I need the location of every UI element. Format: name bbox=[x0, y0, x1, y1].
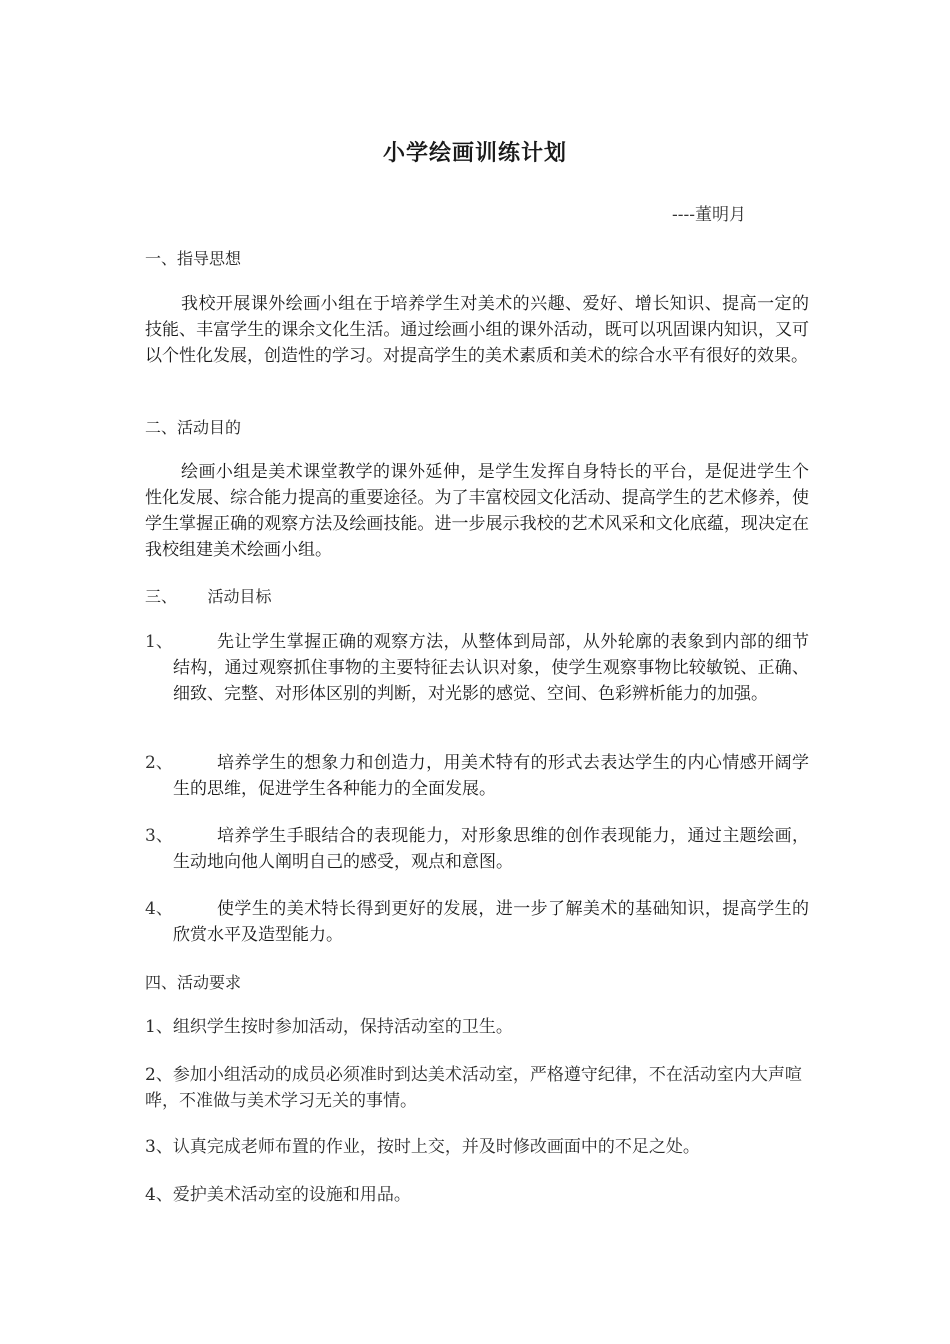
requirement-item: 3、认真完成老师布置的作业，按时上交，并及时修改画面中的不足之处。 bbox=[145, 1137, 700, 1157]
goal-item-number: 1、 bbox=[145, 632, 173, 652]
section-heading-activity-goals: 三、 活动目标 bbox=[145, 587, 272, 606]
section-heading-activity-purpose: 二、活动目的 bbox=[145, 418, 242, 437]
document-title: 小学绘画训练计划 bbox=[382, 141, 567, 166]
section-paragraph-activity-purpose: 绘画小组是美术课堂教学的课外延伸，是学生发挥自身特长的平台，是促进学生个性化发展、综合能力提高的重要途径。为了丰富校园文化活动、提高学生的艺术修养，使学生掌握正确的观察方法及绘画技能。进一步展示我校的艺术风采和文化底蕴，现决定在我校组建美术绘画小组。 bbox=[145, 462, 809, 560]
requirement-item: 4、爱护美术活动室的设施和用品。 bbox=[145, 1185, 411, 1205]
goal-item-number: 3、 bbox=[145, 826, 173, 846]
goal-item bbox=[145, 823, 809, 875]
goal-item bbox=[145, 896, 809, 948]
goal-item-text: 使学生的美术特长得到更好的发展，进一步了解美术的基础知识，提高学生的欣赏水平及造型能力。 bbox=[173, 899, 809, 945]
author-line: ----董明月 bbox=[672, 205, 746, 225]
goal-item bbox=[145, 629, 809, 707]
section-heading-guiding-thought: 一、指导思想 bbox=[145, 249, 242, 268]
section-paragraph-guiding-thought: 我校开展课外绘画小组在于培养学生对美术的兴趣、爱好、增长知识、提高一定的技能、丰富学生的课余文化生活。通过绘画小组的课外活动，既可以巩固课内知识，又可以个性化发展，创造性的学习。对提高学生的美术素质和美术的综合水平有很好的效果。 bbox=[145, 294, 809, 366]
requirement-item: 2、参加小组活动的成员必须准时到达美术活动室，严格遵守纪律，不在活动室内大声喧哗，不准做与美术学习无关的事情。 bbox=[145, 1065, 802, 1111]
goal-item bbox=[145, 750, 809, 802]
goal-item-number: 4、 bbox=[145, 899, 173, 919]
requirement-item: 1、组织学生按时参加活动，保持活动室的卫生。 bbox=[145, 1017, 513, 1037]
section-heading-activity-requirements: 四、活动要求 bbox=[145, 973, 242, 992]
goal-item-number: 2、 bbox=[145, 753, 173, 773]
goal-item-text: 先让学生掌握正确的观察方法，从整体到局部，从外轮廓的表象到内部的细节结构，通过观察抓住事物的主要特征去认识对象，使学生观察事物比较敏锐、正确、细致、完整、对形体区别的判断，对光影的感觉、空间、色彩辨析能力的加强。 bbox=[173, 632, 809, 704]
goal-item-text: 培养学生的想象力和创造力，用美术特有的形式去表达学生的内心情感开阔学生的思维，促进学生各种能力的全面发展。 bbox=[173, 753, 809, 799]
goal-item-text: 培养学生手眼结合的表现能力，对形象思维的创作表现能力，通过主题绘画，生动地向他人阐明自己的感受，观点和意图。 bbox=[173, 826, 809, 872]
